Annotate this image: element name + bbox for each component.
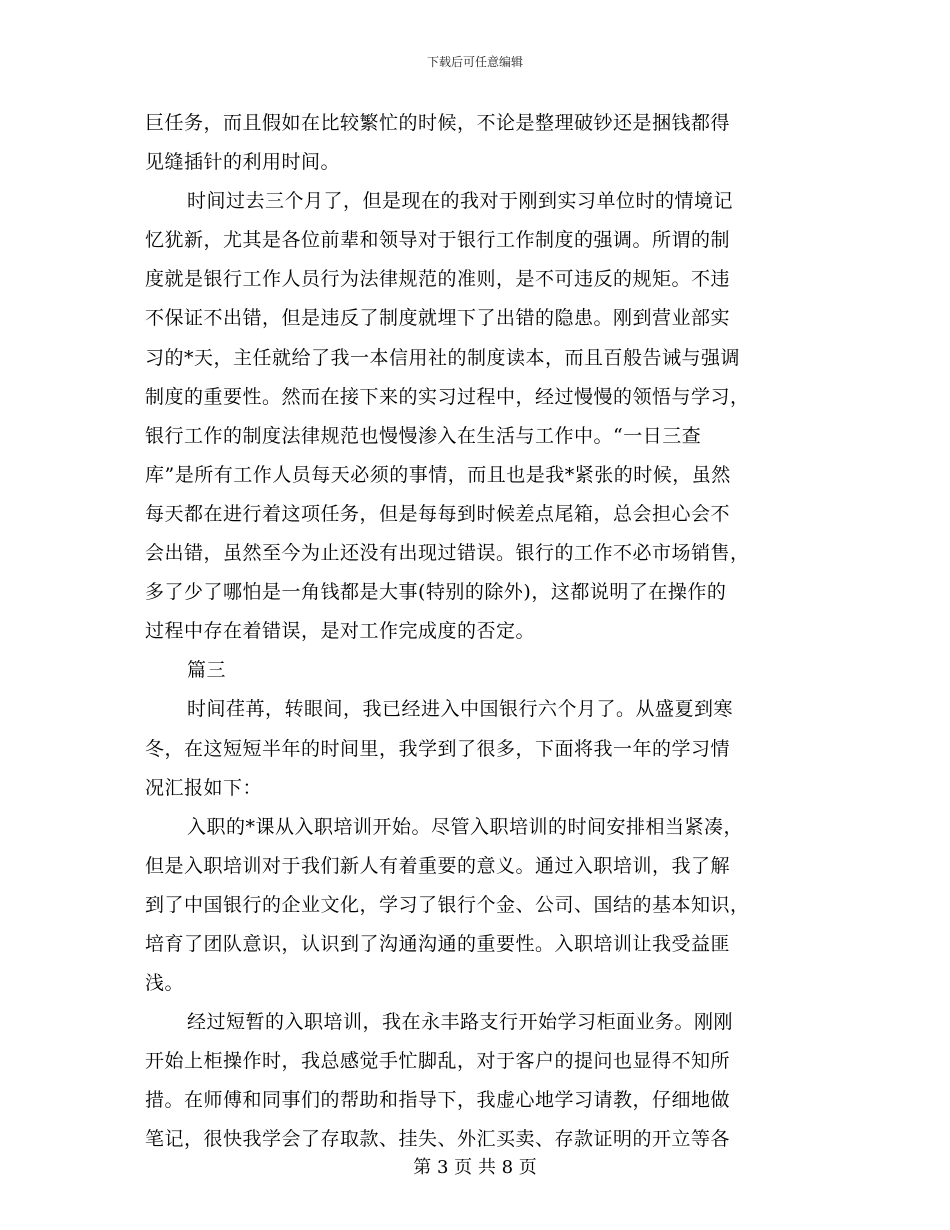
text-line: 不保证不出错，但是违反了制度就埋下了出错的隐患。刚到营业部实: [145, 307, 731, 330]
document-body: [145, 104, 807, 1160]
text-line: 经过短暂的入职培训，我在永丰路支行开始学习柜面业务。刚刚: [187, 1011, 734, 1034]
section-heading: 篇三: [187, 659, 227, 682]
text-line: 过程中存在着错误，是对工作完成度的否定。: [145, 620, 536, 643]
text-line: 开始上柜操作时，我总感觉手忙脚乱，对于客户的提问也显得不知所: [145, 1050, 731, 1073]
text-line: 制度的重要性。然而在接下来的实习过程中，经过慢慢的领悟与学习，: [145, 385, 750, 408]
page-footer: 第 3 页 共 8 页: [413, 1157, 537, 1178]
text-line: 时间荏苒，转眼间，我已经进入中国银行六个月了。从盛夏到寒: [187, 698, 734, 721]
text-line: 时间过去三个月了，但是现在的我对于刚到实习单位时的情境记: [187, 190, 734, 213]
text-line: 忆犹新，尤其是各位前辈和领导对于银行工作制度的强调。所谓的制: [145, 229, 731, 252]
text-line: 银行工作的制度法律规范也慢慢渗入在生活与工作中。“一日三查: [145, 424, 702, 447]
text-line: 习的*天，主任就给了我一本信用社的制度读本，而且百般告诫与强调: [145, 346, 741, 369]
text-line: 到了中国银行的企业文化，学习了银行个金、公司、国结的基本知识，: [145, 893, 750, 916]
text-line: 笔记，很快我学会了存取款、挂失、外汇买卖、存款证明的开立等各: [145, 1128, 731, 1151]
text-line: 况汇报如下：: [145, 776, 263, 799]
text-line: 培育了团队意识，认识到了沟通沟通的重要性。入职培训让我受益匪: [145, 932, 731, 955]
text-line: 冬，在这短短半年的时间里，我学到了很多，下面将我一年的学习情: [145, 737, 731, 760]
text-line: 每天都在进行着这项任务，但是每每到时候差点尾箱，总会担心会不: [145, 502, 731, 525]
text-line: 见缝插针的利用时间。: [145, 151, 341, 174]
text-line: 库”是所有工作人员每天必须的事情，而且也是我*紧张的时候，虽然: [145, 463, 731, 486]
text-line: 入职的*课从入职培训开始。尽管入职培训的时间安排相当紧凑，: [187, 815, 744, 838]
page-header: 下载后可任意编辑: [426, 55, 523, 69]
text-line: 措。在师傅和同事们的帮助和指导下，我虚心地学习请教，仔细地做: [145, 1089, 731, 1112]
text-line: 浅。: [145, 972, 185, 995]
text-line: 巨任务，而且假如在比较繁忙的时候，不论是整理破钞还是捆钱都得: [145, 112, 731, 134]
text-line: 会出错，虽然至今为止还没有出现过错误。银行的工作不必市场销售，: [145, 542, 750, 565]
text-line: 多了少了哪怕是一角钱都是大事(特别的除外)，这都说明了在操作的: [145, 581, 727, 604]
text-line: 但是入职培训对于我们新人有着重要的意义。通过入职培训，我了解: [145, 854, 731, 877]
text-line: 度就是银行工作人员行为法律规范的准则，是不可违反的规矩。不违: [145, 268, 731, 291]
